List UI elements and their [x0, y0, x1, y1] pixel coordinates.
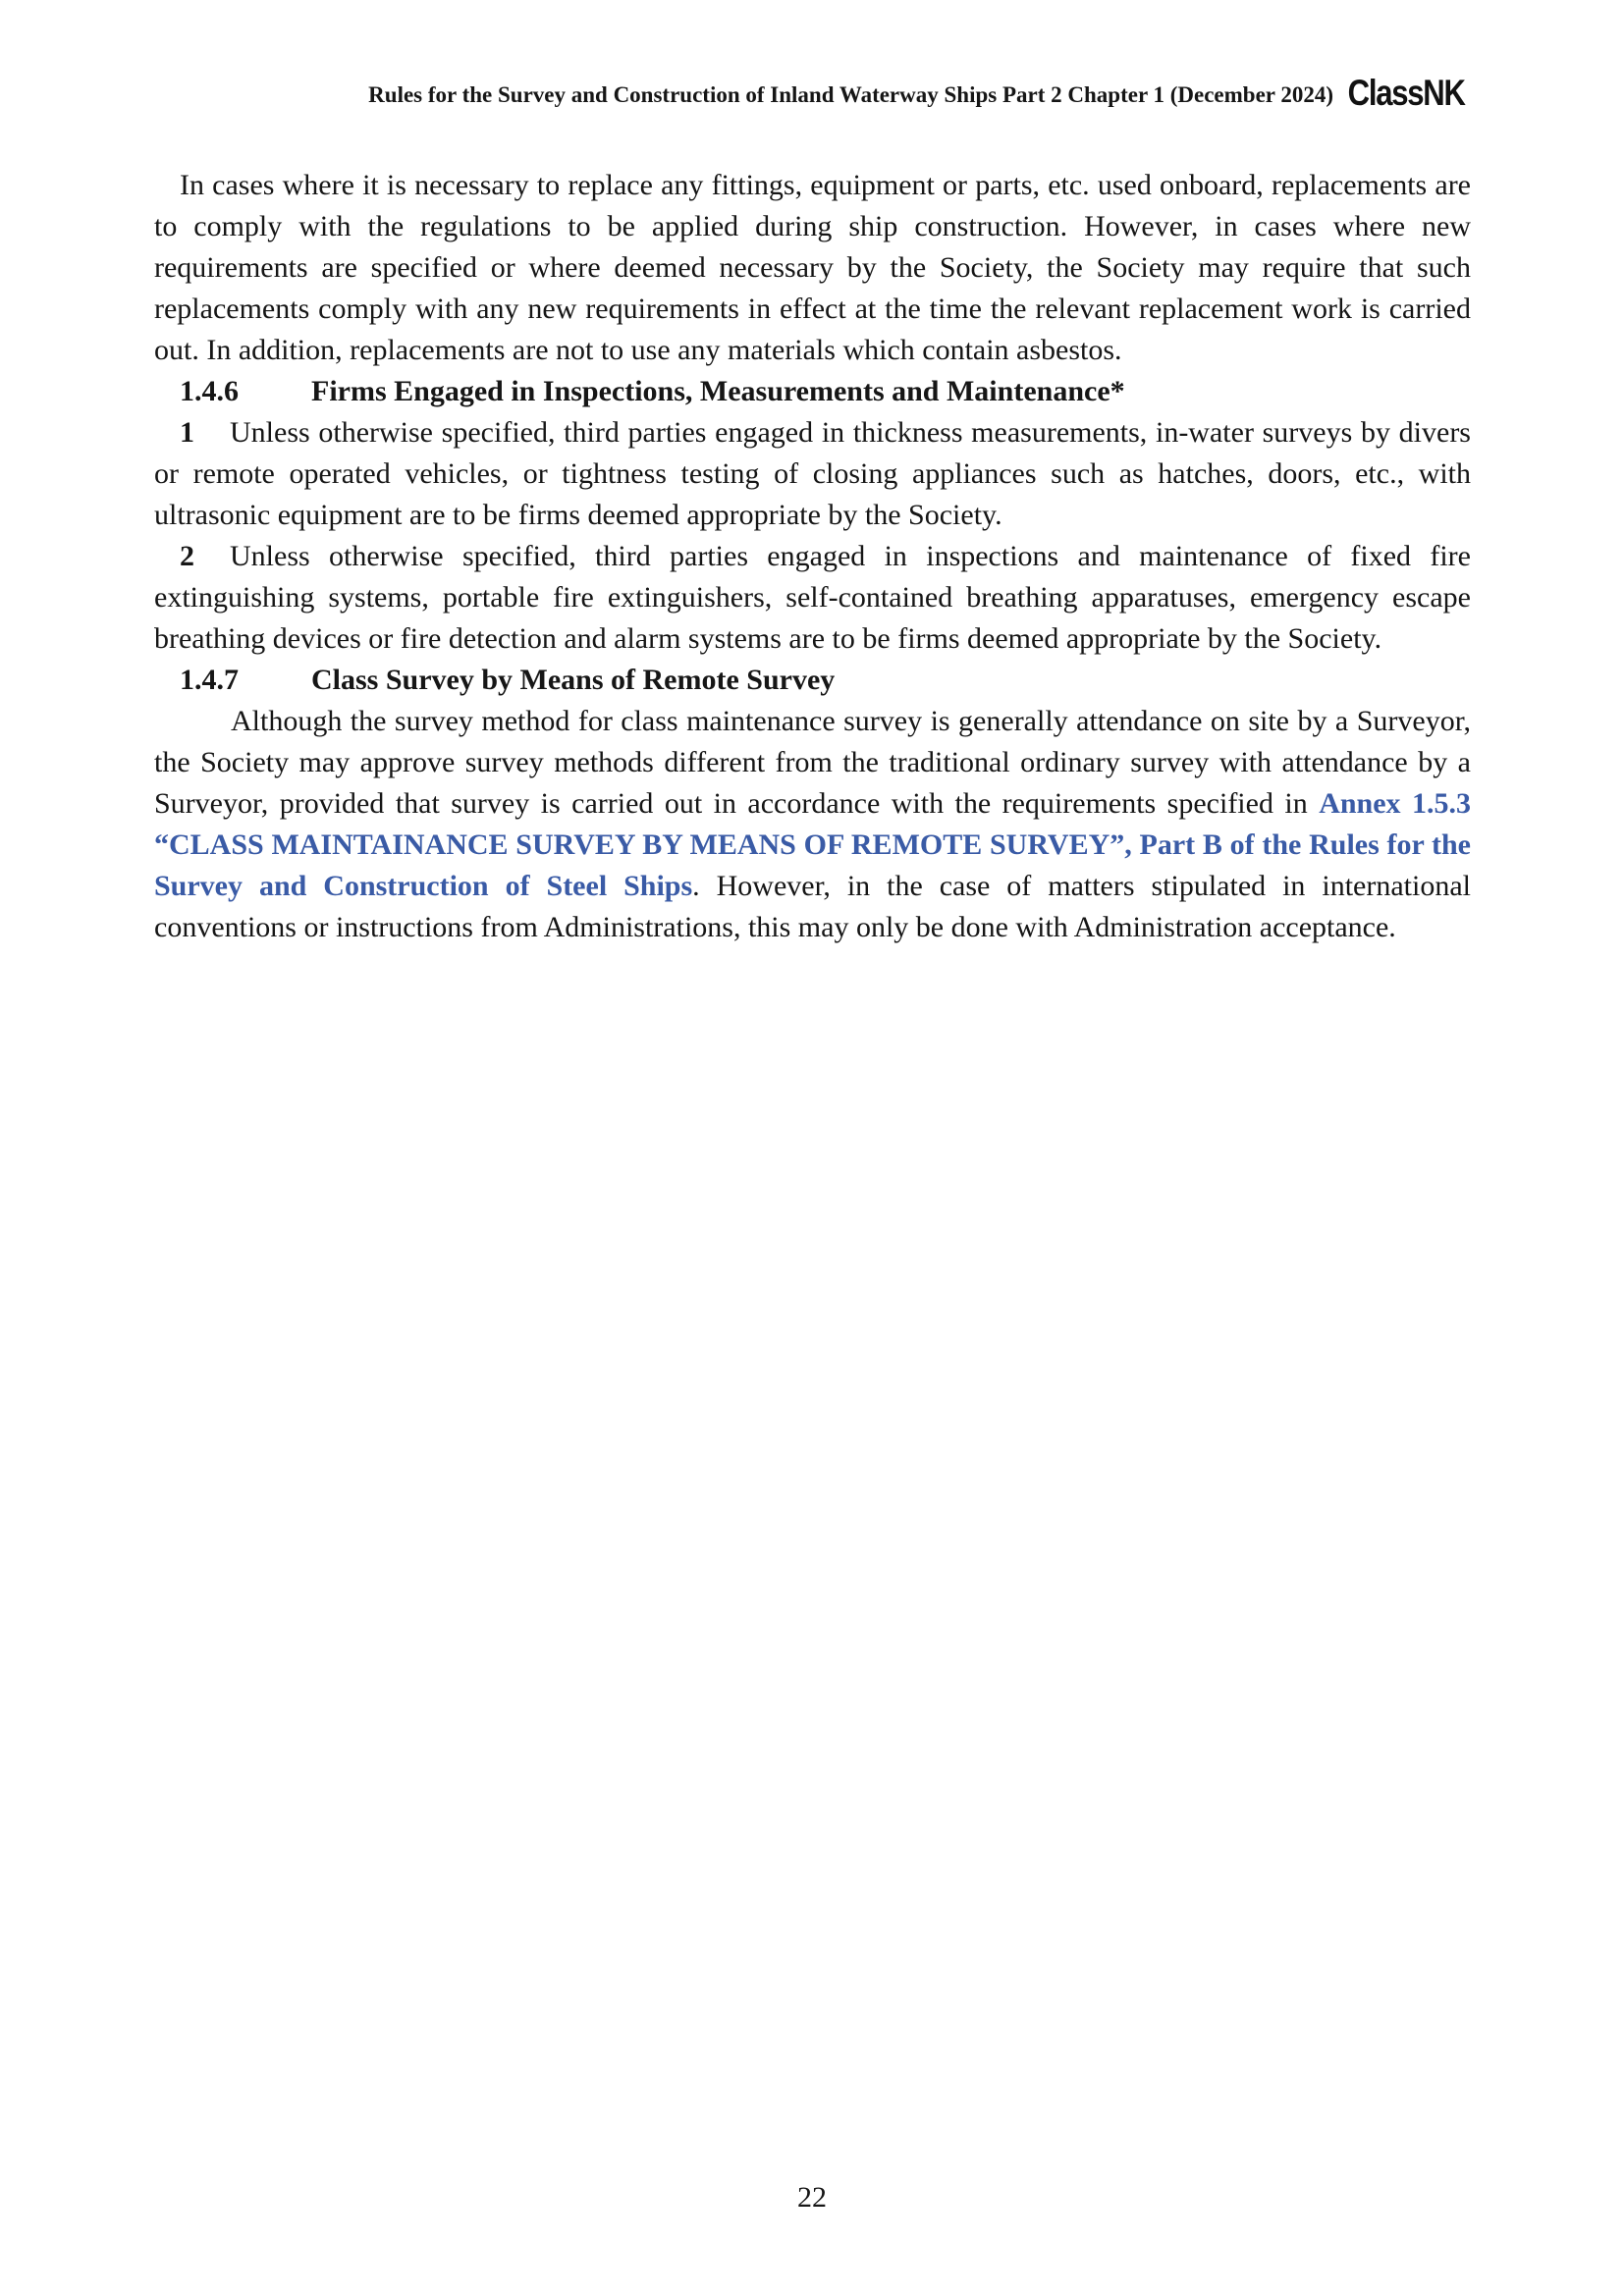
document-body: [154, 165, 1471, 948]
section-number-1-4-6: 1.4.6: [180, 375, 239, 407]
classnk-logo: ClassNK: [1347, 73, 1465, 113]
section-heading-1-4-7: [154, 660, 1471, 701]
annex-1-5-3-reference-link[interactable]: Annex 1.5.3 “CLASS MAINTAINANCE SURVEY BY MEANS OF REMOTE SURVEY”, Part B of the Rules for the Survey and Construction of Steel Ships: [154, 787, 1472, 902]
item-number-2: 2: [180, 540, 194, 572]
section-heading-1-4-6: [154, 371, 1471, 412]
page-number: 22: [797, 2181, 827, 2214]
remote-survey-text-before: Although the survey method for class maintenance survey is generally attendance on site by a Surveyor, the Society may approve survey methods different from the traditional ordinary survey with attendance by a Surveyor, provided that survey is carried out in accordance with the requirements specified in: [154, 705, 1471, 820]
item-text-1: Unless otherwise specified, third parties engaged in thickness measurements, in-water surveys by divers or remote operated vehicles, or tightness testing of closing appliances such as hatches, doors, etc., with ultrasonic equipment are to be firms deemed appropriate by the Society.: [154, 416, 1471, 531]
item-number-1: 1: [180, 416, 194, 449]
section-number-1-4-7: 1.4.7: [180, 664, 239, 696]
numbered-paragraph-1: [154, 412, 1471, 536]
section-title-1-4-7: Class Survey by Means of Remote Survey: [311, 664, 836, 696]
section-title-1-4-6: Firms Engaged in Inspections, Measurements and Maintenance*: [311, 375, 1125, 407]
paragraph-remote-survey: [154, 701, 1471, 948]
numbered-paragraph-2: [154, 536, 1471, 660]
item-text-2: Unless otherwise specified, third parties engaged in inspections and maintenance of fixed fire extinguishing systems, portable fire extinguishers, self-contained breathing apparatuses, emergency escape breathing devices or fire detection and alarm systems are to be firms deemed appropriate by the Society.: [154, 540, 1471, 655]
running-header-title: Rules for the Survey and Construction of Inland Waterway Ships Part 2 Chapter 1 (December 2024): [368, 82, 1333, 107]
remote-survey-text-after: . However, in the case of matters stipulated in international conventions or instructions from Administrations, this may only be done with Administration acceptance.: [154, 870, 1471, 943]
paragraph-replacements: In cases where it is necessary to replace any fittings, equipment or parts, etc. used onboard, replacements are to comply with the regulations to be applied during ship construction. However, in cases where new requirements are specified or where deemed necessary by the Society, the Society may require that such replacements comply with any new requirements in effect at the time the relevant replacement work is carried out. In addition, replacements are not to use any materials which contain asbestos.: [154, 169, 1471, 366]
